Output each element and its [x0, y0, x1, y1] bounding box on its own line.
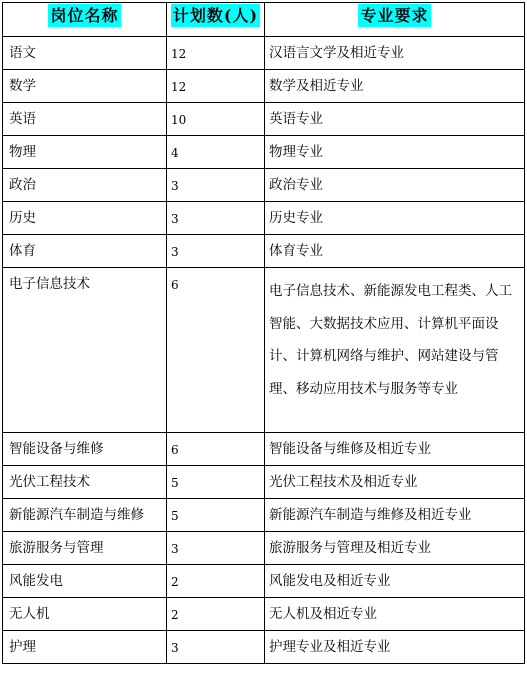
count-cell: 3 — [167, 202, 265, 235]
requirement-cell: 电子信息技术、新能源发电工程类、人工智能、大数据技术应用、计算机平面设计、计算机网络与维护、网站建设与管理、移动应用技术与服务等专业 — [265, 268, 525, 433]
count-cell: 2 — [167, 598, 265, 631]
requirement-cell: 风能发电及相近专业 — [265, 565, 525, 598]
count-cell: 12 — [167, 70, 265, 103]
table-row — [3, 499, 525, 532]
position-cell: 无人机 — [3, 598, 167, 631]
requirement-cell: 英语专业 — [265, 103, 525, 136]
count-cell: 2 — [167, 565, 265, 598]
requirement-cell: 汉语言文学及相近专业 — [265, 37, 525, 70]
table-row — [3, 202, 525, 235]
requirement-cell: 历史专业 — [265, 202, 525, 235]
requirement-cell: 智能设备与维修及相近专业 — [265, 433, 525, 466]
table-row — [3, 268, 525, 433]
table-row — [3, 103, 525, 136]
table-row — [3, 37, 525, 70]
count-cell: 3 — [167, 532, 265, 565]
table-row — [3, 70, 525, 103]
count-cell: 3 — [167, 631, 265, 664]
count-cell: 3 — [167, 235, 265, 268]
position-cell: 旅游服务与管理 — [3, 532, 167, 565]
position-cell: 数学 — [3, 70, 167, 103]
count-cell: 3 — [167, 169, 265, 202]
table-row — [3, 598, 525, 631]
position-cell: 体育 — [3, 235, 167, 268]
requirement-cell: 新能源汽车制造与维修及相近专业 — [265, 499, 525, 532]
recruitment-table — [2, 2, 525, 664]
position-cell: 智能设备与维修 — [3, 433, 167, 466]
table-row — [3, 565, 525, 598]
table-row — [3, 235, 525, 268]
position-cell: 新能源汽车制造与维修 — [3, 499, 167, 532]
position-cell: 电子信息技术 — [3, 268, 167, 433]
position-cell: 风能发电 — [3, 565, 167, 598]
table-header-row — [3, 3, 525, 37]
table-row — [3, 532, 525, 565]
header-position: 岗位名称 — [3, 3, 167, 37]
position-cell: 政治 — [3, 169, 167, 202]
requirement-cell: 体育专业 — [265, 235, 525, 268]
position-cell: 光伏工程技术 — [3, 466, 167, 499]
count-cell: 5 — [167, 499, 265, 532]
count-cell: 4 — [167, 136, 265, 169]
header-requirement: 专业要求 — [265, 3, 525, 37]
requirement-cell: 无人机及相近专业 — [265, 598, 525, 631]
table-row — [3, 631, 525, 664]
count-cell: 6 — [167, 268, 265, 433]
count-cell: 10 — [167, 103, 265, 136]
count-cell: 5 — [167, 466, 265, 499]
requirement-cell: 物理专业 — [265, 136, 525, 169]
position-cell: 语文 — [3, 37, 167, 70]
requirement-cell: 光伏工程技术及相近专业 — [265, 466, 525, 499]
table-row — [3, 169, 525, 202]
requirement-cell: 旅游服务与管理及相近专业 — [265, 532, 525, 565]
table-row — [3, 433, 525, 466]
count-cell: 6 — [167, 433, 265, 466]
requirement-cell: 护理专业及相近专业 — [265, 631, 525, 664]
position-cell: 护理 — [3, 631, 167, 664]
requirement-cell: 数学及相近专业 — [265, 70, 525, 103]
requirement-cell: 政治专业 — [265, 169, 525, 202]
position-cell: 历史 — [3, 202, 167, 235]
table-row — [3, 136, 525, 169]
header-count: 计划数(人) — [167, 3, 265, 37]
position-cell: 英语 — [3, 103, 167, 136]
count-cell: 12 — [167, 37, 265, 70]
position-cell: 物理 — [3, 136, 167, 169]
table-row — [3, 466, 525, 499]
